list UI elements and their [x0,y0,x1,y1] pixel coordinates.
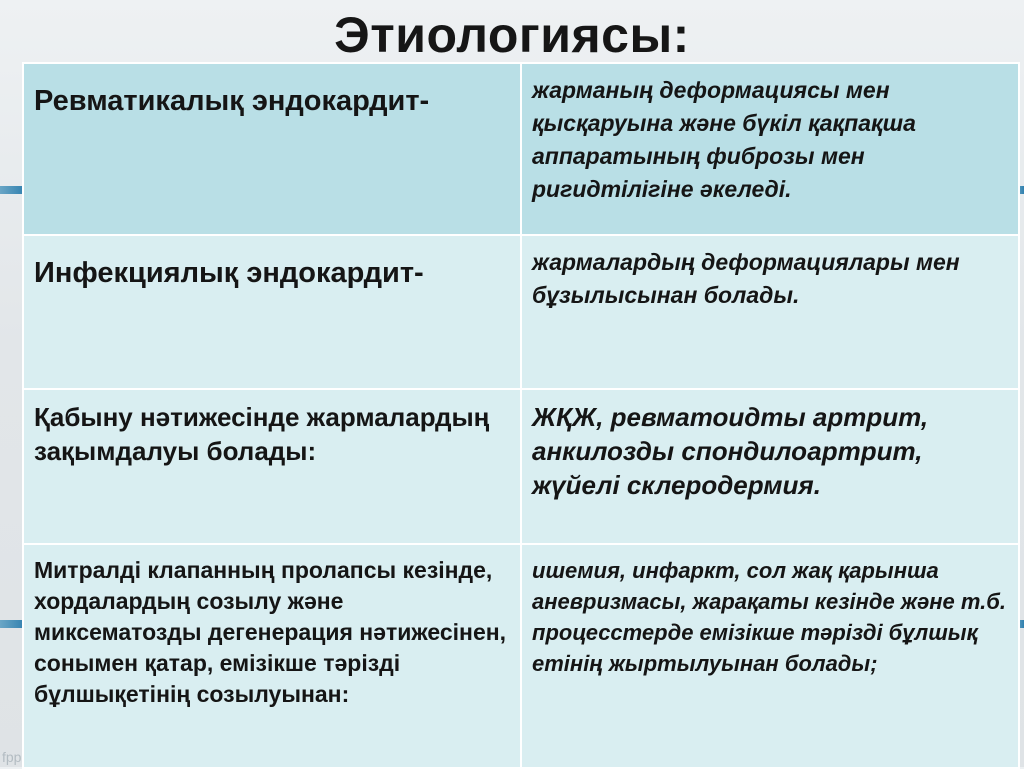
footer-watermark: fpp [2,749,22,765]
effect-text: жарманың деформациясы мен қысқаруына және бүкіл қақпақша аппаратының фиброзы мен ригидтілігіне әкеледі. [532,77,916,202]
table-row [23,63,1019,235]
table-row [23,389,1019,544]
cause-label: Инфекциялық эндокардит- [34,257,424,289]
table-cell-effect [521,235,1019,389]
table-row [23,235,1019,389]
table-cell-effect [521,63,1019,235]
table-cell-cause [23,389,521,544]
cause-label: Ревматикалық эндокардит- [34,85,430,117]
cause-label: Митралді клапанның пролапсы кезінде, хордалардың созылу және миксематозды дегенерация нәтижесінен, сонымен қатар, емізікше тәрізді бұлшықетінің созылуынан: [34,557,507,707]
table-cell-cause [23,63,521,235]
etiology-table [22,62,1020,769]
table-cell-effect [521,389,1019,544]
table-cell-cause [23,544,521,768]
effect-text: ЖҚЖ, ревматоидты артрит, анкилозды спондилоартрит, жүйелі склеродермия. [532,402,929,500]
slide-title: Этиологиясы: [334,7,690,63]
cause-label: Қабыну нәтижесінде жармалардың зақымдалуы болады: [34,402,490,466]
effect-text: жармалардың деформациялары мен бұзылысынан болады. [532,249,960,308]
table-row [23,544,1019,768]
table-cell-cause [23,235,521,389]
table-cell-effect [521,544,1019,768]
effect-text: ишемия, инфаркт, сол жақ қарынша аневризмасы, жарақаты кезінде және т.б. процесстерде емізікше тәрізді бұлшық етінің жыртылуынан болады; [532,558,1006,676]
